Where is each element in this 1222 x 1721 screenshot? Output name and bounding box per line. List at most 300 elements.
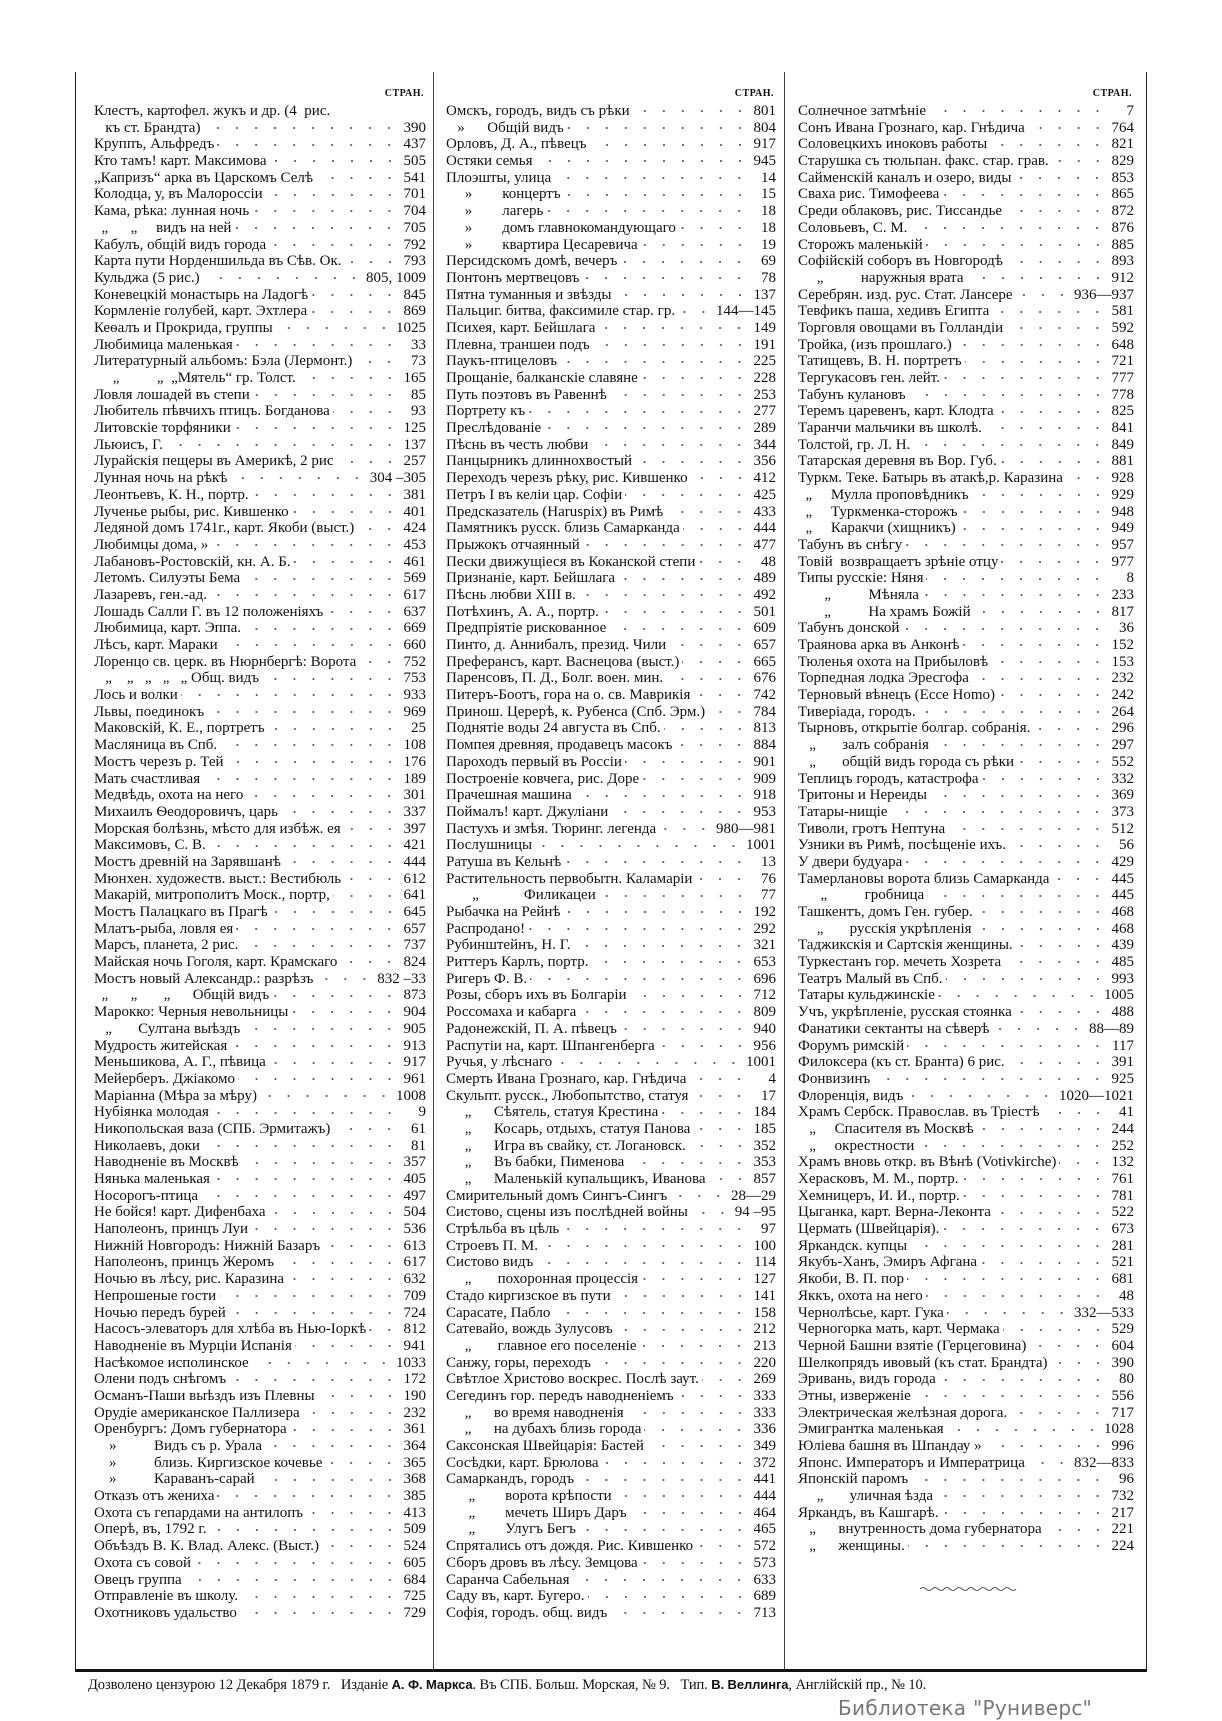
entry-title: „ русскія укрѣпленія (798, 920, 972, 937)
dot-leader (695, 877, 749, 881)
entry-title: Ташкентъ, домъ Ген. губер. (798, 904, 973, 920)
entry-title: Морская болѣзнь, мѣсто для избѣж. ея (94, 820, 341, 837)
dot-leader (666, 677, 749, 681)
index-entry (798, 420, 1134, 437)
entry-page-number: 832—833 (1074, 1454, 1134, 1471)
entry-page-number: 617 (403, 586, 426, 603)
entry-page-number: 552 (1111, 753, 1134, 770)
dot-leader (207, 710, 399, 714)
dot-leader (1014, 176, 1107, 180)
index-entry (798, 921, 1134, 938)
dot-leader (620, 260, 749, 264)
entry-title: Олени подъ снѣгомъ (94, 1371, 227, 1388)
dot-leader (641, 376, 749, 380)
index-entry (94, 1021, 426, 1038)
dot-leader (567, 126, 749, 130)
index-entry (94, 1538, 426, 1555)
entry-title: Фонвизинъ (798, 1070, 871, 1087)
entry-title: Сарасате, Пабло (446, 1304, 551, 1321)
dot-leader (932, 743, 1107, 747)
entry-title: Принош. Церерѣ, к. Рубенса (Спб. Эрм.) (446, 703, 706, 720)
entry-page-number: 96 (1119, 1471, 1134, 1488)
entry-title: Потѣхинъ, А. А., портр. (446, 603, 599, 620)
entry-title: Османъ-Паши выѣздъ изъ Плевны (94, 1387, 315, 1404)
entry-page-number: 464 (753, 1504, 776, 1521)
entry-page-number: 433 (753, 503, 776, 520)
entry-title: Чернолѣсье, карт. Гука (798, 1304, 944, 1321)
entry-title: Черногорка мать, карт. Чермака (798, 1321, 1000, 1338)
entry-page-number: 33 (411, 336, 426, 353)
index-entry (798, 403, 1134, 420)
dot-leader (181, 693, 399, 697)
index-entry (446, 237, 776, 254)
entry-page-number: 873 (403, 987, 426, 1004)
entry-page-number: 805, 1009 (366, 269, 426, 286)
entry-page-number: 344 (753, 436, 776, 453)
dot-leader (689, 1077, 749, 1081)
dot-leader (599, 894, 749, 898)
entry-title: Пѣснь въ честь любви (446, 436, 589, 453)
printer-address: , Англійскій пр., № 10. (788, 1677, 927, 1693)
entry-title: Самаркандъ, городъ (446, 1471, 575, 1488)
index-entry (798, 670, 1134, 687)
entry-page-number: 149 (753, 319, 776, 336)
entry-title: Торговля овощами въ Голландіи (798, 319, 1004, 336)
entry-title: Смирительный домъ Сингъ-Сингъ (446, 1187, 668, 1204)
index-entry (798, 1521, 1134, 1538)
entry-title: Плоэшты, улица (446, 169, 552, 186)
index-entry (94, 1572, 426, 1589)
dot-leader (943, 376, 1107, 380)
entry-title: Пинто, д. Аннибалъ, презид. Чили (446, 637, 667, 653)
dot-leader (618, 577, 749, 581)
entry-page-number: 192 (753, 904, 776, 920)
index-entry (798, 954, 1134, 971)
index-entry (798, 587, 1134, 604)
index-entry (446, 654, 776, 671)
entry-page-number: 349 (753, 1438, 776, 1454)
entry-title: Сонъ Ивана Грознаго, кар. Гнѣдича (798, 119, 1025, 136)
entry-page-number: 980—981 (716, 820, 776, 837)
index-entry (94, 337, 426, 354)
entry-title: Саранча Сабельная (446, 1571, 570, 1588)
index-entry (798, 136, 1134, 153)
index-entry (798, 1271, 1134, 1288)
entry-title: Леонтьевъ, К. Н., портр. (94, 486, 249, 503)
dot-leader (1033, 727, 1107, 731)
dot-leader (696, 1544, 749, 1548)
dot-leader (992, 310, 1107, 314)
entry-title: » близь. Киргизское кочевье (94, 1454, 323, 1471)
entry-title: Портрету къ (446, 403, 526, 420)
entry-page-number: 613 (403, 1237, 426, 1254)
index-entry (798, 1088, 1134, 1105)
entry-title: Строевъ П. М. (446, 1237, 539, 1254)
entry-page-number: 821 (1111, 136, 1134, 153)
entry-page-number: 522 (1111, 1204, 1134, 1221)
dot-leader (693, 1127, 749, 1131)
dot-leader (203, 276, 363, 280)
publisher-name: А. Ф. Маркса (391, 1677, 473, 1692)
entry-title: Этны, изверженіе (798, 1387, 911, 1404)
entry-title: Цыганка, карт. Верна-Леконта (798, 1204, 991, 1221)
index-entry (94, 203, 426, 220)
dot-leader (926, 1294, 1107, 1298)
dot-leader (982, 777, 1107, 781)
entry-page-number: 653 (753, 954, 776, 971)
entry-page-number: 957 (1111, 536, 1134, 553)
index-entry (446, 136, 776, 153)
index-entry (798, 537, 1134, 554)
dot-leader (276, 326, 393, 330)
index-entry (798, 270, 1134, 287)
entry-title: Систово видъ (446, 1254, 534, 1271)
index-entry (798, 437, 1134, 454)
dot-leader (906, 1094, 1056, 1098)
entry-page-number: 933 (403, 687, 426, 704)
entry-page-number: 777 (1111, 370, 1134, 386)
entry-page-number: 912 (1111, 269, 1134, 286)
index-entry (446, 1555, 776, 1572)
entry-page-number: 441 (753, 1471, 776, 1488)
index-entry (446, 1104, 776, 1121)
entry-title: „ Косарь, отдыхъ, статуя Панова (446, 1120, 691, 1137)
index-entry (798, 937, 1134, 954)
dot-leader (1005, 209, 1107, 213)
index-entry (94, 153, 426, 170)
index-entry (798, 1471, 1134, 1488)
entry-title: „ во время наводненія (446, 1404, 624, 1421)
entry-title: Медвѣдь, охота на него (94, 787, 244, 804)
dot-leader (972, 493, 1107, 497)
entry-page-number: 536 (403, 1221, 426, 1238)
dot-leader (333, 410, 399, 414)
index-entry (798, 1321, 1134, 1338)
entry-page-number: 429 (1111, 853, 1134, 870)
entry-title: Якоби, В. П. пор (798, 1271, 905, 1288)
entry-page-number: 391 (1111, 1054, 1134, 1071)
dot-leader (942, 1227, 1107, 1231)
dot-leader (962, 1177, 1107, 1181)
dot-leader (219, 1294, 399, 1298)
dot-leader (241, 944, 399, 948)
entry-title: Яркандъ, въ Кашгарѣ. (798, 1504, 939, 1521)
entry-title: Паренсовъ, П. Д., Болг. воен. мин. (446, 670, 664, 687)
index-entry (94, 554, 426, 571)
entry-page-number: 705 (403, 219, 426, 236)
index-entry (798, 170, 1134, 187)
dot-leader (1016, 293, 1071, 297)
dot-leader (333, 1127, 399, 1131)
index-entry (798, 1538, 1134, 1555)
entry-title: Тырновъ, открытіе болгар. собранія. (798, 720, 1031, 737)
entry-page-number: 581 (1111, 303, 1134, 320)
entry-page-number: 8 (1126, 570, 1134, 587)
entry-title: » домъ главнокомандующаго (446, 219, 676, 236)
entry-title: „ Сѣятель, статуя Крестина (446, 1104, 659, 1121)
index-entry (798, 654, 1134, 671)
dot-leader (292, 510, 399, 514)
dot-leader (980, 1261, 1107, 1265)
entry-title: Торпедная лодка Эресгофа (798, 670, 969, 687)
index-entry (446, 771, 776, 788)
entry-title: „ „ видъ на ней (94, 219, 232, 236)
dot-leader (287, 1277, 399, 1281)
index-entry (446, 220, 776, 237)
end-ornament (920, 1586, 1020, 1592)
entry-page-number: 421 (403, 837, 426, 854)
entry-title: Серебрян. изд. рус. Стат. Лансере (798, 286, 1013, 303)
entry-page-number: 301 (403, 787, 426, 804)
index-entry (94, 887, 426, 904)
entry-page-number: 444 (753, 520, 776, 537)
entry-page-number: 69 (761, 253, 776, 270)
index-entry (94, 771, 426, 788)
dot-leader (658, 1044, 749, 1048)
entry-title: Флоренція, видъ (798, 1087, 904, 1104)
dot-leader (590, 143, 749, 147)
entry-page-number: 881 (1111, 453, 1134, 470)
dot-leader (942, 193, 1107, 197)
entry-page-number: 232 (403, 1404, 426, 1421)
entry-page-number: 221 (1111, 1521, 1134, 1538)
index-entry (94, 1188, 426, 1205)
entry-title: „ окрестности (798, 1137, 915, 1154)
index-entry (798, 320, 1134, 337)
dot-leader (203, 777, 399, 781)
index-entry (798, 1288, 1134, 1305)
index-entry (798, 1455, 1134, 1472)
index-entry (446, 1488, 776, 1505)
index-entry (94, 1204, 426, 1221)
dot-leader (683, 527, 749, 531)
entry-page-number: 793 (403, 253, 426, 270)
entry-page-number: 1001 (746, 837, 776, 854)
index-entry (446, 787, 776, 804)
entry-page-number: 36 (1119, 620, 1134, 637)
index-entry (446, 253, 776, 270)
entry-title: Табунъ донской (798, 620, 900, 637)
entry-page-number: 352 (753, 1137, 776, 1154)
dot-leader (962, 643, 1107, 647)
dot-leader (564, 860, 749, 864)
entry-page-number: 689 (753, 1588, 776, 1605)
dot-leader (635, 460, 749, 464)
dot-leader (942, 1511, 1107, 1515)
index-entry (94, 186, 426, 203)
dot-leader (211, 543, 399, 547)
dot-leader (316, 176, 399, 180)
entry-page-number: 85 (411, 386, 426, 403)
index-entry (446, 904, 776, 921)
dot-leader (583, 543, 749, 547)
column-divider (784, 72, 785, 1669)
entry-page-number: 573 (753, 1554, 776, 1571)
entry-title: Цермать (Швейцарія). (798, 1221, 940, 1238)
entry-title: Круппъ, Альфредъ (94, 136, 215, 153)
dot-leader (946, 977, 1107, 981)
entry-title: Яккъ, охота на него (798, 1287, 923, 1304)
index-entry (446, 270, 776, 287)
entry-title: „ главное его поселеніе (446, 1337, 637, 1354)
entry-page-number: 437 (403, 136, 426, 153)
entry-page-number: 872 (1111, 203, 1134, 220)
entry-title: „ Въ бабки, Пименова (446, 1154, 625, 1171)
dot-leader (344, 877, 399, 881)
entry-page-number: 996 (1111, 1438, 1134, 1454)
entry-title: Систово, сцены изъ послѣдней войны (446, 1204, 688, 1221)
dot-leader (947, 1311, 1071, 1315)
dot-leader (271, 910, 399, 914)
entry-title: Узники въ Римѣ, посѣщеніе ихъ. (798, 837, 1007, 854)
entry-page-number: 365 (403, 1454, 426, 1471)
entry-page-number: 676 (753, 670, 776, 687)
index-entry (446, 554, 776, 571)
index-entry (94, 1371, 426, 1388)
entry-title: Рыбачка на Рейнѣ (446, 904, 561, 920)
index-entry (446, 620, 776, 637)
entry-page-number: 936—937 (1074, 286, 1134, 303)
entry-page-number: 332—533 (1074, 1304, 1134, 1321)
entry-title: Любимица маленькая (94, 336, 233, 353)
entry-title: Эривань, видъ города (798, 1371, 936, 1388)
index-entry (798, 203, 1134, 220)
index-entry (798, 253, 1134, 270)
dot-leader (337, 460, 399, 464)
entry-title: Старушка съ тюльпан. факс. стар. грав. (798, 153, 1049, 170)
entry-page-number: 904 (403, 1004, 426, 1021)
index-entry (446, 1421, 776, 1438)
entry-title: „ уличная ѣзда (798, 1488, 933, 1505)
entry-page-number: 752 (403, 653, 426, 670)
index-entry (446, 1588, 776, 1605)
index-entry (446, 1154, 776, 1171)
dot-leader (344, 827, 399, 831)
entry-page-number: 127 (753, 1271, 776, 1288)
dot-leader (922, 593, 1107, 597)
entry-title: Сайменскій каналъ и озеро, виды (798, 169, 1012, 186)
index-entry (94, 1238, 426, 1255)
entry-page-number: 505 (403, 153, 426, 170)
entry-page-number: 645 (403, 904, 426, 920)
index-entry (798, 804, 1134, 821)
entry-title: Предсказатель (Haruspix) въ Римѣ (446, 503, 664, 520)
entry-page-number: 439 (1111, 937, 1134, 954)
entry-page-number: 225 (753, 353, 776, 370)
dot-leader (357, 527, 399, 531)
index-entry (94, 1605, 426, 1622)
dot-leader (620, 1027, 749, 1031)
dot-leader (1015, 1010, 1107, 1014)
entry-page-number: 660 (403, 637, 426, 653)
entry-page-number: 78 (761, 269, 776, 286)
entry-page-number: 813 (753, 720, 776, 737)
entry-title: „ наружныя врата (798, 269, 964, 286)
index-entry (446, 1004, 776, 1021)
entry-title: Наполеонъ, принцъ Жеромъ (94, 1254, 274, 1271)
entry-page-number: 832 –33 (377, 970, 426, 987)
index-entry (446, 737, 776, 754)
index-entry (798, 337, 1134, 354)
entry-title: Питеръ-Боотъ, гора на о. св. Маврикія (446, 687, 691, 704)
index-entry (446, 1221, 776, 1238)
dot-leader (610, 1611, 749, 1615)
dot-leader (610, 393, 749, 397)
index-entry (446, 821, 776, 838)
dot-leader (985, 426, 1107, 430)
index-entry (94, 437, 426, 454)
dot-leader (627, 1411, 749, 1415)
dot-leader (678, 310, 713, 314)
index-entry (94, 904, 426, 921)
index-entry (94, 837, 426, 854)
entry-page-number: 117 (1112, 1037, 1134, 1054)
entry-page-number: 829 (1111, 153, 1134, 170)
entry-title: „ Маленькій купальщикъ, Иванова (446, 1171, 706, 1187)
index-entry (446, 103, 776, 120)
entry-page-number: 993 (1111, 970, 1134, 987)
entry-title: Коневецкій монастырь на Ладогѣ (94, 286, 309, 303)
dot-leader (930, 794, 1107, 798)
dot-leader (546, 209, 749, 213)
entry-page-number: 778 (1111, 386, 1134, 403)
index-entry (94, 1004, 426, 1021)
entry-page-number: 28—29 (731, 1187, 776, 1204)
entry-title: „ „ „ „ „ Общ. видъ (94, 670, 260, 687)
entry-page-number: 48 (761, 553, 776, 570)
entry-title: Ледяной домъ 1741г., карт. Якоби (выст.) (94, 520, 355, 537)
index-entry (798, 704, 1134, 721)
entry-title: Ручья, у лѣснаго (446, 1054, 553, 1071)
index-entry (798, 1505, 1134, 1522)
entry-page-number: 336 (753, 1421, 776, 1438)
index-entry (798, 1054, 1134, 1071)
entry-page-number: 296 (1111, 720, 1134, 737)
dot-leader (1008, 1061, 1107, 1065)
entry-page-number: 281 (1111, 1237, 1134, 1254)
entry-page-number: 956 (753, 1037, 776, 1054)
entry-page-number: 612 (403, 870, 426, 887)
index-entry (446, 504, 776, 521)
dot-leader (270, 159, 399, 163)
entry-page-number: 721 (1111, 353, 1134, 370)
index-entry (446, 1455, 776, 1472)
entry-page-number: 468 (1111, 920, 1134, 937)
entry-page-number: 76 (761, 870, 776, 887)
dot-leader (333, 109, 399, 113)
entry-page-number: 488 (1111, 1004, 1134, 1021)
index-entry (94, 1321, 426, 1338)
index-entry (94, 103, 426, 120)
entry-page-number: 812 (403, 1321, 426, 1338)
entry-page-number: 100 (753, 1237, 776, 1254)
entry-title: Сегединъ гор. передъ наводненіемъ (446, 1387, 674, 1404)
entry-page-number: 742 (753, 687, 776, 704)
entry-title: Максимовъ, С. В. (94, 837, 206, 854)
index-entry (94, 937, 426, 954)
index-entry (446, 487, 776, 504)
dot-leader (873, 1077, 1107, 1081)
entry-title: Форумъ римскій (798, 1037, 905, 1054)
dot-leader (664, 727, 749, 731)
index-entry (446, 453, 776, 470)
entry-page-number: 917 (753, 136, 776, 153)
entry-title: Сборъ дровъ въ лѣсу. Земцова (446, 1554, 638, 1571)
entry-title: Понтонъ мертвецовъ (446, 269, 580, 286)
index-entry (798, 1171, 1134, 1188)
dot-leader (965, 360, 1107, 364)
dot-leader (625, 760, 749, 764)
